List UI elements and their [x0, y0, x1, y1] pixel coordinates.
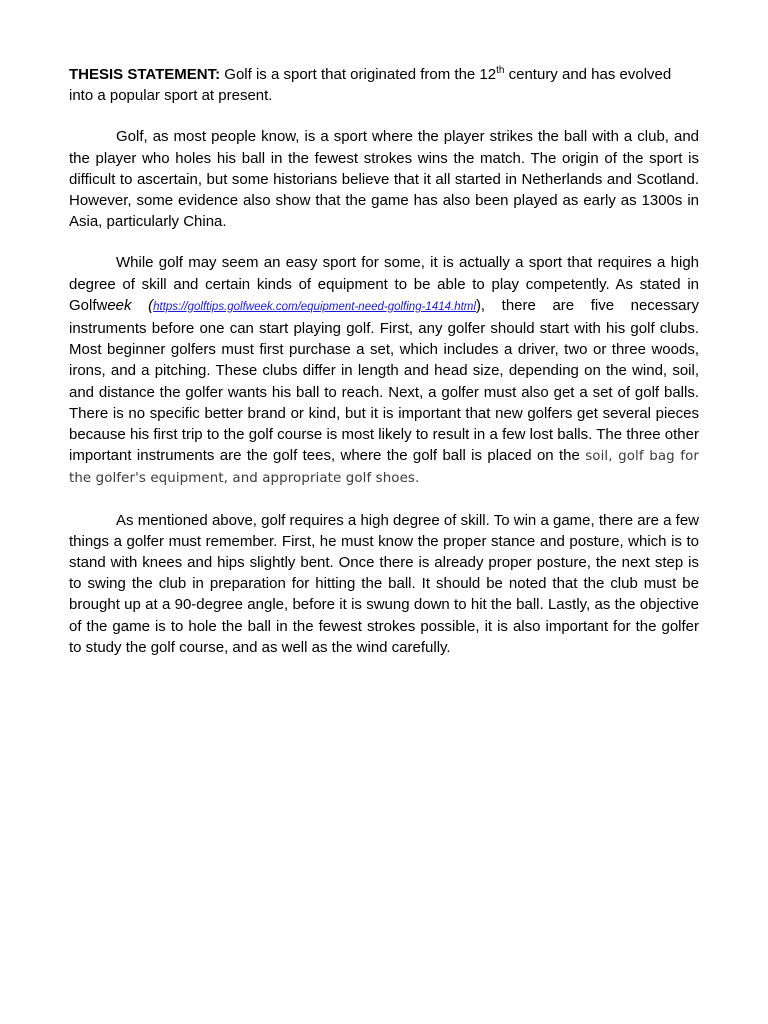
source-link[interactable]: https://golftips.golfweek.com/equipment-need-golfing-1414.html: [153, 300, 476, 313]
paragraph-skill: As mentioned above, golf requires a high degree of skill. To win a game, there are a few things a golfer must remember. First, he must know the proper stance and posture, which is to stand with knees and hips slightly bent. Once there is already proper posture, the next step is to swing the club in preparation for hitting the ball. It should be noted that the club must be brought up at a 90-degree angle, before it is swung down to hit the ball. Lastly, as the objective of the game is to hole the ball in the fewest strokes possible, it is also important for the golfer to study the golf course, and as well as the wind carefully.: [69, 511, 699, 656]
thesis-text-start: Golf is a sport that originated from the 12: [220, 66, 497, 83]
thesis-statement: [69, 64, 699, 106]
thesis-superscript: th: [496, 65, 505, 76]
equipment-tail: soil, golf bag for the golfer's equipment, and appropriate golf shoes.: [69, 449, 699, 487]
equipment-intro: While golf may seem an easy sport for some, it is actually a sport that requires a high degree of skill and certain kinds of equipment to be able to play competently. As stated in Golfw: [69, 254, 699, 314]
equipment-body: ), there are five necessary instruments before one can start playing golf. First, any golfer should start with his golf clubs. Most beginner golfers must first purchase a set, which includes a driver, two or three woods, irons, and a pitching. These clubs differ in length and head size, depending on the wind, soil, and distance the golfer wants his ball to reach. Next, a golfer must also get a set of golf balls. There is no specific better brand or kind, but it is important that new golfers get several pieces because his first trip to the golf course is most likely to result in a few lost balls. The three other important instruments are the golf tees, where the golf ball is placed on the: [69, 296, 699, 465]
thesis-label: THESIS STATEMENT:: [69, 66, 221, 83]
paragraph-origin: Golf, as most people know, is a sport where the player strikes the ball with a club, and the player who holes his ball in the fewest strokes wins the match. The origin of the sport is difficult to ascertain, but some historians believe that it all started in Netherlands and Scotland. However, some evidence also show that the game has also been played as early as 1300s in Asia, particularly China.: [69, 128, 699, 231]
thesis-text-end: century and has evolved into a popular sport at present.: [69, 66, 672, 105]
document-page: [69, 64, 699, 678]
magazine-name-italic: eek (: [107, 296, 154, 314]
paragraph-equipment: [69, 252, 699, 489]
